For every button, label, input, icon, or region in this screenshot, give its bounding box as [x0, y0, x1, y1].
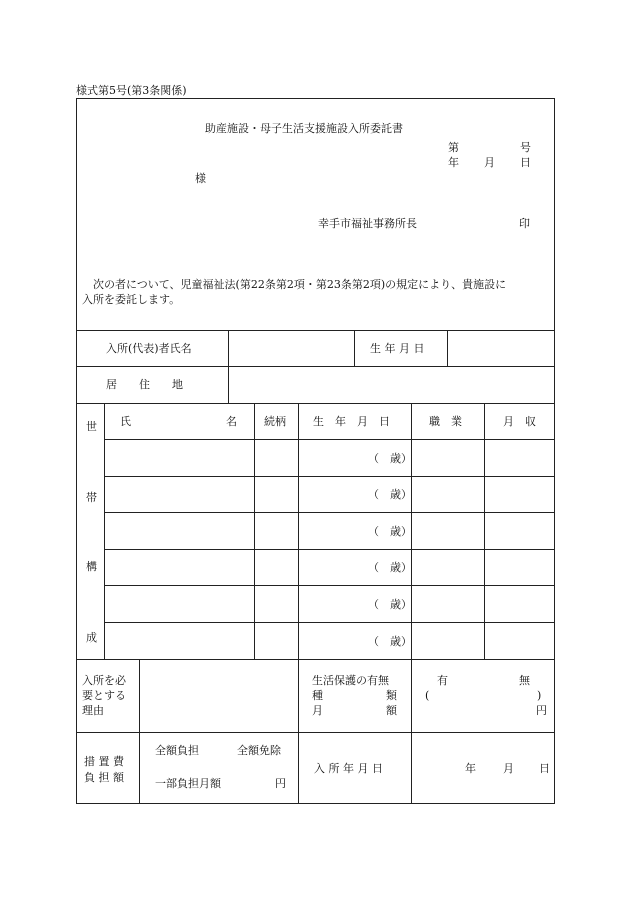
column-header-income: 月 収 [503, 415, 536, 428]
seal-mark: 印 [519, 217, 530, 230]
column-header-name: 名 [226, 415, 237, 428]
column-header-name: 氏 [120, 415, 131, 428]
rule [228, 330, 229, 403]
column-header-occupation: 職 業 [429, 415, 462, 428]
household-side-char: 帯 [86, 491, 97, 504]
welfare-type-label: 種 [312, 689, 323, 702]
age-label: （ 歳） [368, 635, 412, 648]
admission-date-label: 入 所 年 月 日 [314, 762, 383, 775]
admission-month-label: 月 [503, 762, 514, 775]
applicant-dob-label: 生 年 月 日 [370, 342, 425, 355]
partial-burden-label: 一部負担月額 [155, 777, 221, 790]
welfare-yes-option[interactable]: 有 [437, 674, 448, 687]
welfare-amount-label: 額 [386, 704, 397, 717]
age-label: （ 歳） [368, 525, 412, 538]
reason-label: 理由 [82, 704, 104, 717]
form-title: 助産施設・母子生活支援施設入所委託書 [205, 122, 403, 135]
number-prefix: 第 [448, 141, 459, 154]
age-label: （ 歳） [368, 488, 412, 501]
welfare-type-paren: ) [537, 689, 542, 702]
rule [298, 403, 299, 804]
full-burden-option[interactable]: 全額負担 [155, 744, 199, 757]
rule [104, 585, 555, 586]
welfare-type-paren: ( [425, 689, 430, 702]
partial-burden-yen: 円 [275, 777, 286, 790]
date-day-label: 日 [520, 156, 531, 169]
rule [354, 330, 355, 366]
rule [484, 403, 485, 659]
date-year-label: 年 [448, 156, 459, 169]
welfare-yen: 円 [536, 704, 547, 717]
date-month-label: 月 [484, 156, 495, 169]
cost-label: 措 置 費 [84, 755, 124, 768]
age-label: （ 歳） [368, 561, 412, 574]
household-side-char: 構 [86, 560, 97, 573]
rule [104, 439, 555, 440]
rule [104, 622, 555, 623]
household-side-char: 世 [86, 420, 97, 433]
number-suffix: 号 [520, 141, 531, 154]
column-header-dob: 生 年 月 日 [313, 415, 390, 428]
full-exemption-option[interactable]: 全額免除 [237, 744, 281, 757]
column-header-relation: 続柄 [264, 415, 286, 428]
rule [104, 549, 555, 550]
reason-label: 要とする [82, 689, 126, 702]
rule [254, 403, 255, 659]
body-text-line2: 入所を委託します。 [82, 293, 181, 306]
rule [411, 732, 412, 804]
admission-day-label: 日 [539, 762, 550, 775]
cost-label: 負 担 額 [84, 771, 124, 784]
applicant-address-label: 居 住 地 [106, 378, 183, 391]
age-label: （ 歳） [368, 598, 412, 611]
welfare-no-option[interactable]: 無 [519, 674, 530, 687]
body-text-line1: 次の者について、児童福祉法(第22条第2項・第23条第2項)の規定により、貴施設に [93, 278, 507, 291]
rule [76, 732, 555, 733]
rule [447, 330, 448, 366]
reason-label: 入所を必 [82, 674, 126, 687]
rule [76, 366, 555, 367]
applicant-name-label: 入所(代表)者氏名 [106, 342, 192, 355]
form-number: 様式第5号(第3条関係) [76, 84, 187, 97]
addressee-honorific: 様 [195, 172, 206, 185]
welfare-amount-label: 月 [312, 704, 323, 717]
admission-year-label: 年 [465, 762, 476, 775]
rule [104, 512, 555, 513]
rule [104, 476, 555, 477]
issuer-name: 幸手市福祉事務所長 [318, 217, 417, 230]
rule [76, 659, 555, 660]
rule [139, 659, 140, 804]
welfare-label: 生活保護の有無 [312, 674, 389, 687]
welfare-type-label: 類 [386, 689, 397, 702]
rule [76, 330, 555, 331]
age-label: （ 歳） [368, 452, 412, 465]
household-side-char: 成 [86, 631, 97, 644]
rule [104, 403, 105, 659]
